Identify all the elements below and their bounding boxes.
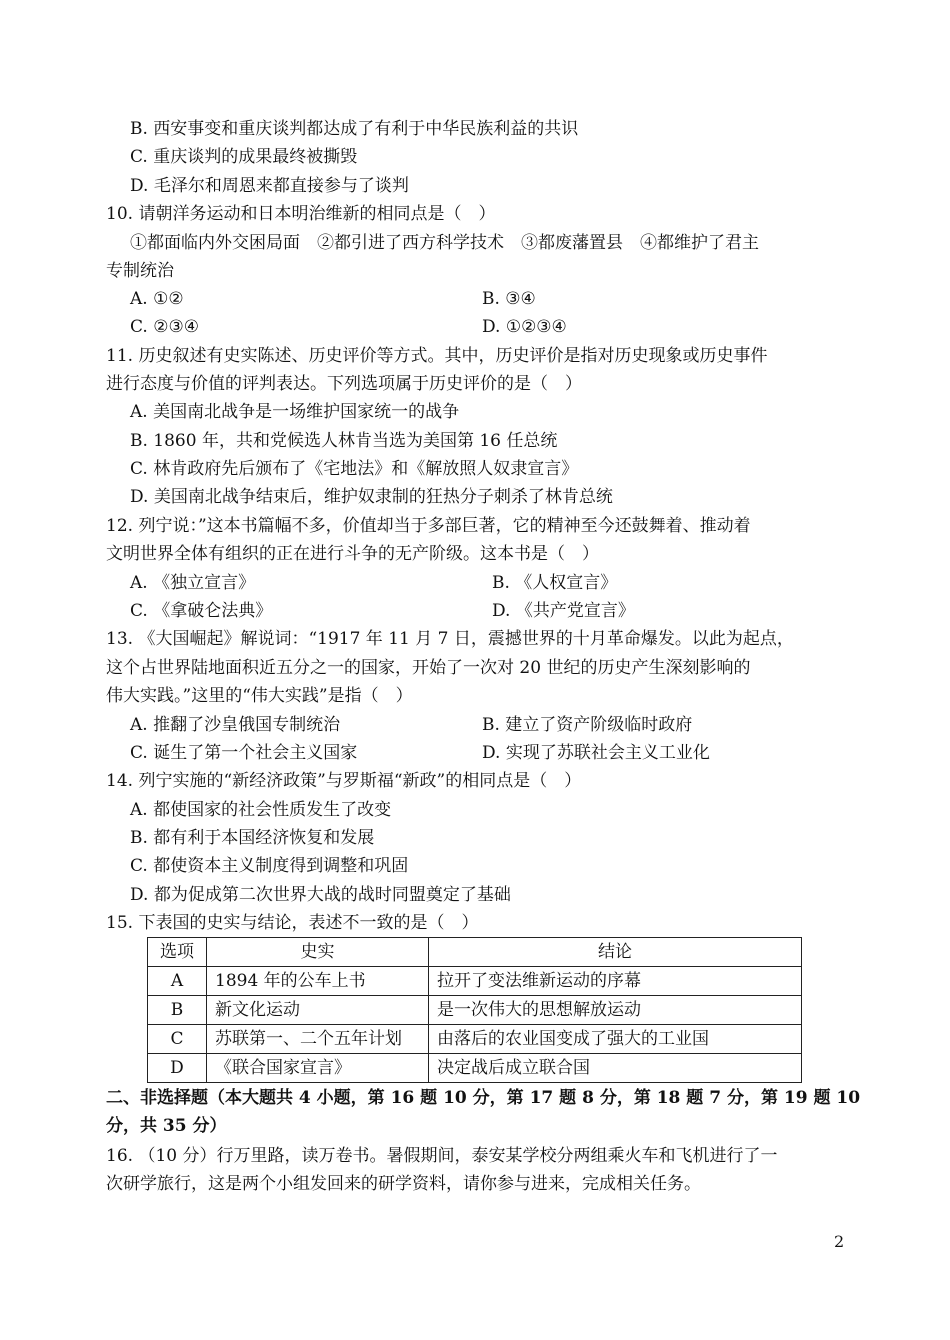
table-cell: 新文化运动 xyxy=(207,996,429,1025)
table-cell: 苏联第一、二个五年计划 xyxy=(207,1025,429,1054)
q15-stem: 15. 下表国的史实与结论，表述不一致的是（ ） xyxy=(106,913,479,933)
table-row xyxy=(148,996,802,1025)
q13-option-c: C. 诞生了第一个社会主义国家 xyxy=(130,743,358,763)
table-cell: 《联合国家宣言》 xyxy=(207,1054,429,1083)
q14-option-b: B. 都有利于本国经济恢复和发展 xyxy=(130,828,375,848)
table-row xyxy=(148,1025,802,1054)
q12-stem-line2: 文明世界全体有组织的正在进行斗争的无产阶级。这本书是（ ） xyxy=(106,544,599,564)
table-header-cell: 结论 xyxy=(429,938,802,967)
q13-stem-line3: 伟大实践。”这里的“伟大实践”是指（ ） xyxy=(106,686,413,706)
page-number: 2 xyxy=(834,1232,845,1251)
q12-option-c: C. 《拿破仑法典》 xyxy=(130,601,273,621)
table-cell: B xyxy=(148,996,207,1025)
q14-option-c: C. 都使资本主义制度得到调整和巩固 xyxy=(130,856,409,876)
q16-line2: 次研学旅行，这是两个小组发回来的研学资料，请你参与进来，完成相关任务。 xyxy=(106,1174,701,1194)
table-cell: 由落后的农业国变成了强大的工业国 xyxy=(429,1025,802,1054)
q12-stem-line1: 12. 列宁说：”这本书篇幅不多，价值却当于多部巨著，它的精神至今还鼓舞着、推动着 xyxy=(106,516,751,536)
q11-stem-line2: 进行态度与价值的评判表达。下列选项属于历史评价的是（ ） xyxy=(106,374,582,394)
table-cell: 是一次伟大的思想解放运动 xyxy=(429,996,802,1025)
section2-heading-line1: 二、非选择题（本大题共 4 小题，第 16 题 10 分，第 17 题 8 分，第 18 题 7 分，第 19 题 10 xyxy=(106,1088,861,1108)
table-header-cell: 史实 xyxy=(207,938,429,967)
q10-option-b: B. ③④ xyxy=(482,289,536,309)
q10-items-line2: 专制统治 xyxy=(106,261,174,281)
table-header-row xyxy=(148,938,802,967)
q9-option-c: C. 重庆谈判的成果最终被撕毁 xyxy=(130,147,358,167)
q10-stem: 10. 请朝洋务运动和日本明治维新的相同点是（ ） xyxy=(106,204,496,224)
q10-option-a: A. ①② xyxy=(130,289,184,309)
q11-option-d: D. 美国南北战争结束后，维护奴隶制的狂热分子刺杀了林肯总统 xyxy=(130,487,613,507)
q12-option-d: D. 《共产党宣言》 xyxy=(492,601,635,621)
table-cell: 1894 年的公车上书 xyxy=(207,967,429,996)
q11-option-b: B. 1860 年，共和党候选人林肯当选为美国第 16 任总统 xyxy=(130,431,558,451)
q13-option-b: B. 建立了资产阶级临时政府 xyxy=(482,715,693,735)
q14-option-a: A. 都使国家的社会性质发生了改变 xyxy=(130,800,392,820)
q14-stem: 14. 列宁实施的“新经济政策”与罗斯福“新政”的相同点是（ ） xyxy=(106,771,582,791)
table-cell: D xyxy=(148,1054,207,1083)
table-cell: 决定战后成立联合国 xyxy=(429,1054,802,1083)
q15-table xyxy=(147,937,802,1083)
q12-option-a: A. 《独立宣言》 xyxy=(130,573,256,593)
q13-option-d: D. 实现了苏联社会主义工业化 xyxy=(482,743,710,763)
q14-option-d: D. 都为促成第二次世界大战的战时同盟奠定了基础 xyxy=(130,885,511,905)
table-row xyxy=(148,967,802,996)
q11-stem-line1: 11. 历史叙述有史实陈述、历史评价等方式。其中，历史评价是指对历史现象或历史事件 xyxy=(106,346,768,366)
table-cell: C xyxy=(148,1025,207,1054)
q10-items-line1: ①都面临内外交困局面 ②都引进了西方科学技术 ③都废藩置县 ④都维护了君主 xyxy=(130,233,759,253)
q9-option-d: D. 毛泽尔和周恩来都直接参与了谈判 xyxy=(130,176,409,196)
q12-option-b: B. 《人权宣言》 xyxy=(492,573,618,593)
table-header-cell: 选项 xyxy=(148,938,207,967)
section2-heading-line2: 分，共 35 分） xyxy=(106,1116,227,1136)
table-cell: 拉开了变法维新运动的序幕 xyxy=(429,967,802,996)
table-cell: A xyxy=(148,967,207,996)
q10-option-d: D. ①②③④ xyxy=(482,317,567,337)
q13-stem-line2: 这个占世界陆地面积近五分之一的国家，开始了一次对 20 世纪的历史产生深刻影响的 xyxy=(106,658,751,678)
table-row xyxy=(148,1054,802,1083)
q11-option-c: C. 林肯政府先后颁布了《宅地法》和《解放照人奴隶宣言》 xyxy=(130,459,579,479)
q11-option-a: A. 美国南北战争是一场维护国家统一的战争 xyxy=(130,402,460,422)
q16-line1: 16. （10 分）行万里路，读万卷书。暑假期间，泰安某学校分两组乘火车和飞机进行了一 xyxy=(106,1146,778,1166)
q13-stem-line1: 13. 《大国崛起》解说词：“1917 年 11 月 7 日，震撼世界的十月革命爆发。以此为起点， xyxy=(106,629,794,649)
q13-option-a: A. 推翻了沙皇俄国专制统治 xyxy=(130,715,341,735)
q10-option-c: C. ②③④ xyxy=(130,317,199,337)
q9-option-b: B. 西安事变和重庆谈判都达成了有利于中华民族利益的共识 xyxy=(130,119,579,139)
